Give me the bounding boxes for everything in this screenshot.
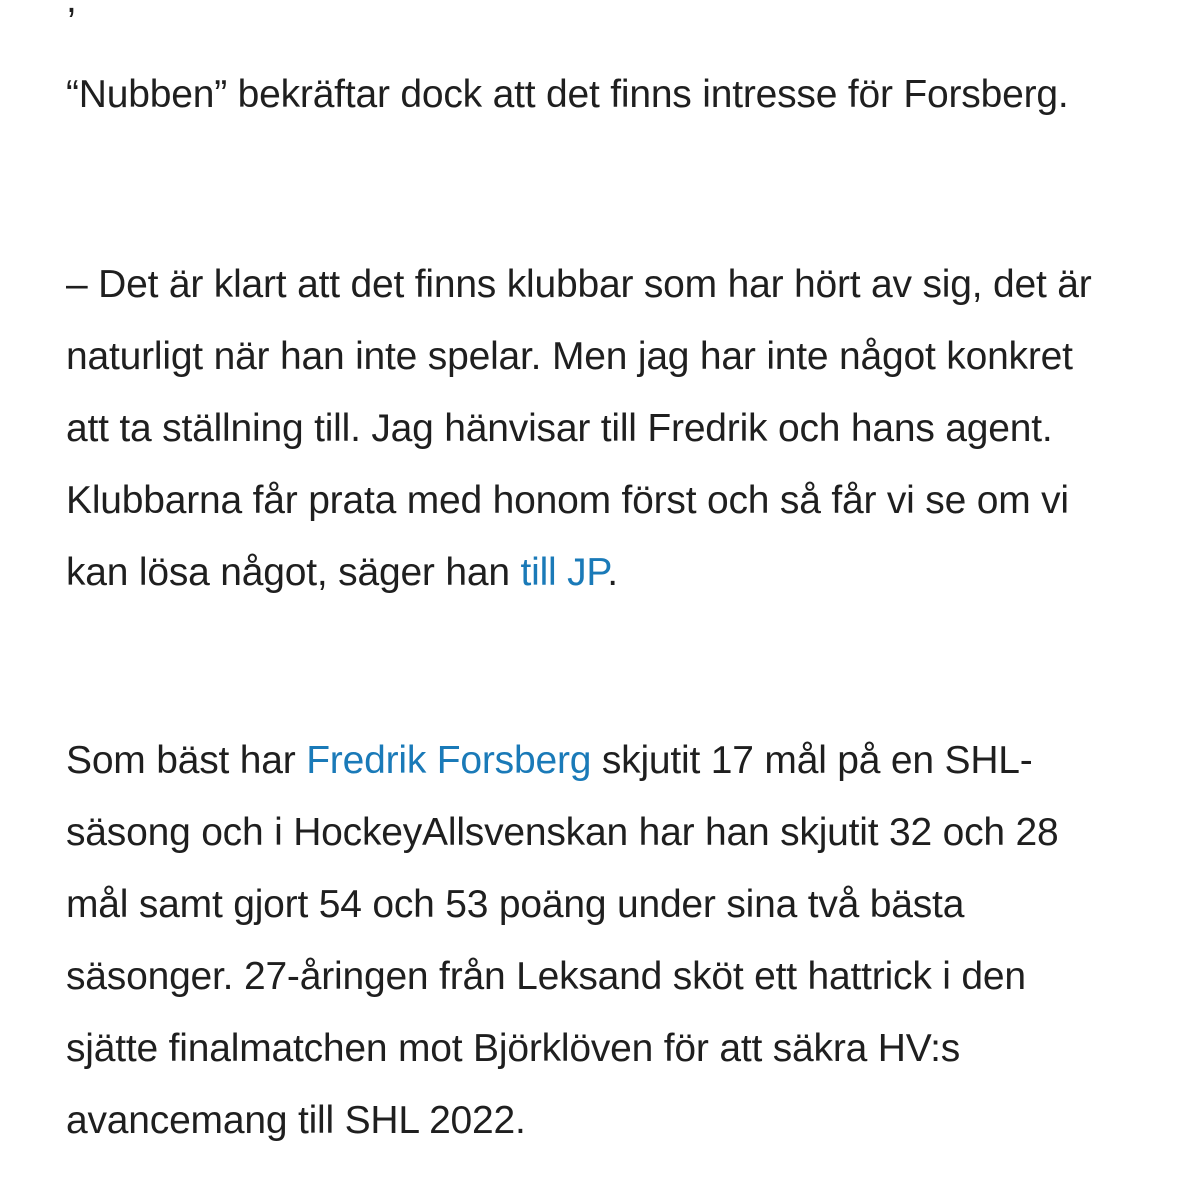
paragraph-text-end: .	[607, 551, 618, 594]
paragraph-quote	[66, 249, 1126, 609]
paragraph-text: Som bäst har	[66, 739, 307, 782]
paragraph-stats	[66, 725, 1126, 1157]
clipped-previous-line	[66, 0, 77, 36]
link-till-jp[interactable]: till JP	[520, 551, 608, 594]
paragraph-intro	[66, 59, 1126, 131]
link-fredrik-forsberg[interactable]: Fredrik Forsberg	[306, 739, 592, 782]
paragraph-text-end: skjutit 17 mål på en SHL-säsong och i HockeyAllsvenskan har han skjutit 32 och 28 mål samt gjort 54 och 53 poäng under sina två bästa säsonger. 27-åringen från Leksand sköt ett hattrick i den sjätte finalmatchen mot Björklöven för att säkra HV:s avancemang till SHL 2022.	[66, 739, 1059, 1142]
paragraph-text: – Det är klart att det finns klubbar som har hört av sig, det är naturligt när han inte spelar. Men jag har inte något konkret att ta ställning till. Jag hänvisar till Fredrik och hans agent. Klubbarna får prata med honom först och så får vi se om vi kan lösa något, säger han	[66, 263, 1092, 594]
paragraph-text: “Nubben” bekräftar dock att det finns intresse för Forsberg.	[66, 73, 1069, 116]
